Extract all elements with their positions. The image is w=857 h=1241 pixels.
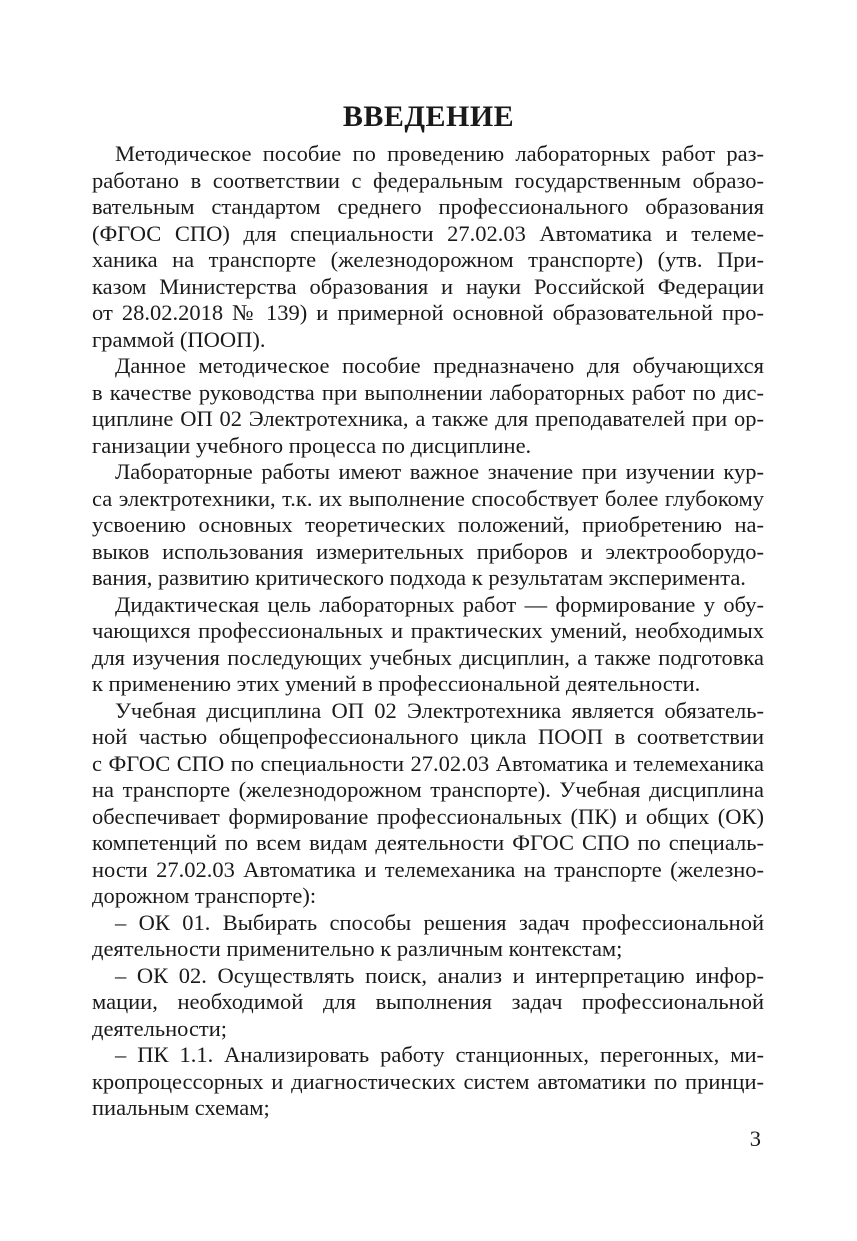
text-line: чающихся профессиональных и практических умений, необходимых: [92, 618, 764, 643]
text-line: Лабораторные работы имеют важное значение при изучении кур-: [115, 459, 764, 484]
text-line: на транспорте (железнодорожном транспорте). Учебная дисциплина: [92, 777, 764, 802]
text-line: са электротехники, т.к. их выполнение способствует более глубокому: [92, 485, 764, 511]
text-line: с ФГОС СПО по специальности 27.02.03 Автоматика и телемеханика: [92, 750, 764, 776]
text-line: ханика на транспорте (железнодорожном транспорте) (утв. При-: [92, 247, 764, 272]
text-line: вательным стандартом среднего профессионального образования: [92, 194, 764, 219]
list-item-line: – ОК 02. Осуществлять поиск, анализ и интерпретацию инфор-: [115, 962, 764, 988]
list-item-line: мации, необходимой для выполнения задач профессиональной: [92, 989, 764, 1014]
text-line: в качестве руководства при выполнении лабораторных работ по дис-: [92, 379, 764, 405]
text-line: ной частью общепрофессионального цикла ПООП в соответствии: [92, 724, 764, 749]
list-item-line: пиальным схемам;: [92, 1095, 270, 1120]
list-item-line: деятельности применительно к различным контекстам;: [92, 936, 623, 961]
list-item-line: кропроцессорных и диагностических систем автоматики по принци-: [92, 1068, 764, 1094]
text-line: вания, развитию критического подхода к результатам эксперимента.: [92, 565, 746, 590]
list-item-line: – ОК 01. Выбирать способы решения задач профессиональной: [115, 909, 764, 935]
page-title: ВВЕДЕНИЕ: [342, 100, 515, 133]
text-line: дорожном транспорте):: [92, 883, 317, 908]
text-line: граммой (ПООП).: [92, 326, 266, 352]
text-line: ности 27.02.03 Автоматика и телемеханика на транспорте (железно-: [92, 856, 764, 882]
text-line: Методическое пособие по проведению лабораторных работ раз-: [115, 141, 764, 166]
text-line: для изучения последующих учебных дисциплин, а также подготовка: [92, 644, 764, 670]
text-line: компетенций по всем видам деятельности ФГОС СПО по специаль-: [92, 830, 764, 855]
text-line: ганизации учебного процесса по дисциплине.: [92, 432, 532, 458]
text-line: Учебная дисциплина ОП 02 Электротехника является обязатель-: [115, 697, 764, 723]
list-item-line: деятельности;: [92, 1015, 228, 1041]
text-line: (ФГОС СПО) для специальности 27.02.03 Автоматика и телеме-: [92, 220, 764, 246]
text-line: циплине ОП 02 Электротехника, а также для преподавателей при ор-: [92, 406, 764, 431]
text-line: к применению этих умений в профессиональной деятельности.: [92, 671, 701, 696]
text-line: обеспечивает формирование профессиональных (ПК) и общих (ОК): [92, 803, 764, 829]
text-line: от 28.02.2018 № 139) и примерной основной образовательной про-: [92, 300, 764, 325]
text-line: Дидактическая цель лабораторных работ — формирование у обу-: [115, 591, 764, 617]
list-item-line: – ПК 1.1. Анализировать работу станционных, перегонных, ми-: [115, 1042, 764, 1067]
text-line: выков использования измерительных приборов и электрооборудо-: [92, 538, 764, 564]
text-line: усвоению основных теоретических положений, приобретению на-: [92, 512, 764, 537]
text-line: Данное методическое пособие предназначено для обучающихся: [115, 353, 764, 378]
page-number: 3: [749, 1126, 761, 1151]
text-line: работано в соответствии с федеральным государственным образо-: [92, 167, 764, 193]
text-line: казом Министерства образования и науки Российской Федерации: [92, 273, 764, 299]
